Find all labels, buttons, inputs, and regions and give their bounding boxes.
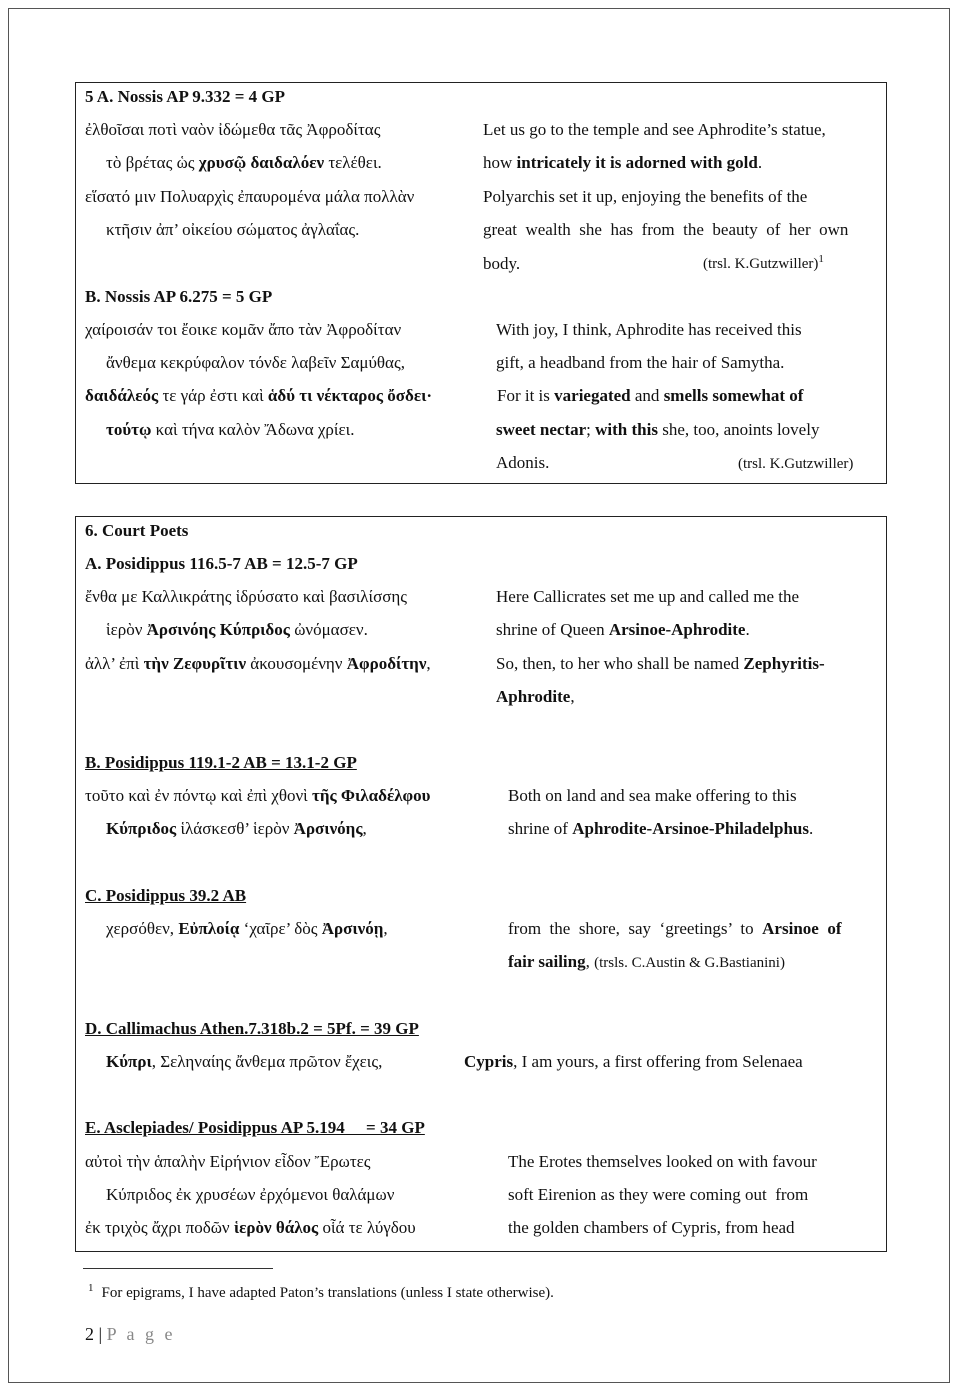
bold-text: variegated (554, 386, 631, 405)
page-number: 2 (85, 1324, 94, 1344)
text-run: shrine of Queen (496, 620, 609, 639)
footnote-text: For epigrams, I have adapted Paton’s translations (unless I state otherwise). (101, 1285, 554, 1301)
footnote-reference: 1 (818, 253, 824, 265)
greek-line (85, 1218, 416, 1238)
english-line (483, 120, 826, 140)
greek-line (85, 587, 407, 607)
bold-text: intricately it is adorned with gold (516, 153, 758, 172)
text-run: , (383, 919, 388, 938)
greek-line (106, 919, 388, 939)
greek-line (106, 1185, 394, 1205)
text-run: great wealth she has from the beauty of her own (483, 220, 849, 239)
greek-line (85, 786, 431, 806)
bold-text: Aphrodite (496, 687, 571, 706)
text-run: ἔνθα με Καλλικράτης ἱδρύσατο καὶ βασιλίσσης (85, 587, 408, 606)
greek-line (85, 120, 380, 140)
greek-line (85, 187, 414, 207)
english-line (508, 1152, 817, 1172)
page-footer (85, 1324, 175, 1345)
bold-text: Arsinoe of (762, 919, 842, 938)
english-line (483, 153, 762, 173)
page-label: P a g e (106, 1324, 176, 1344)
text-run: For it is (497, 386, 555, 405)
text-run: ‘χαῖρε’ δὸς (239, 919, 322, 938)
bold-text: χρυσῷ δαιδαλόεν (198, 153, 325, 172)
english-line (496, 620, 750, 640)
text-run: τε γάρ ἐστι καὶ (158, 386, 268, 405)
heading-nossis-a: 5 A. Nossis AP 9.332 = 4 GP (85, 87, 286, 106)
bold-text: ἁδύ τι νέκταρος ὄσδει· (267, 386, 433, 405)
greek-line (106, 353, 405, 373)
greek-line (85, 654, 431, 674)
heading-nossis-b: B. Nossis AP 6.275 = 5 GP (85, 287, 273, 306)
greek-line (106, 420, 354, 440)
text-run: κτῆσιν ἀπ’ οἰκείου σώματος ἀγλαΐας. (106, 220, 360, 239)
text-run: . (809, 819, 814, 838)
bold-text: sweet nectar (496, 420, 587, 439)
text-run: shrine of (508, 819, 573, 838)
bold-text: Ἀρσινόης Κύπριδος (146, 620, 290, 639)
greek-line (106, 620, 368, 640)
text-run: , Σεληναίης ἄνθεμα πρῶτον ἔχεις, (151, 1052, 383, 1071)
english-line-end: body. (483, 254, 521, 273)
translation-credit: (trsl. K.Gutzwiller) (738, 456, 854, 472)
english-line (496, 420, 819, 440)
text-run: , I am yours, a first offering from Selenaea (513, 1052, 803, 1071)
text-run: τὸ βρέτας ὡς (106, 153, 199, 172)
english-line (496, 587, 799, 607)
footnote (88, 1284, 554, 1302)
text-run: . (757, 153, 763, 172)
text-run: The Erotes themselves looked on with favour (508, 1152, 817, 1171)
english-line (508, 919, 876, 939)
text-run: χερσόθεν, (106, 919, 179, 938)
heading-posidippus-c: C. Posidippus 39.2 AB (85, 886, 247, 905)
english-line (497, 386, 803, 406)
bold-text: Κύπριδος (106, 819, 177, 838)
english-line (483, 220, 875, 240)
heading-callimachus-d: D. Callimachus Athen.7.318b.2 = 5Pf. = 39 GP (85, 1019, 419, 1038)
bold-text: fair sailing (508, 952, 586, 971)
bold-text: Cypris (464, 1052, 514, 1071)
english-line (508, 786, 797, 806)
text-run: ; (586, 420, 596, 439)
greek-line (85, 320, 401, 340)
english-line (496, 654, 825, 674)
bold-text: with this (595, 420, 658, 439)
bold-text: Εὐπλοίᾳ (178, 919, 240, 938)
text-run: how (483, 153, 517, 172)
text-run: αὐτοὶ τὴν ἁπαλὴν Εἰρήνιον εἶδον Ἔρωτες (85, 1152, 371, 1171)
credit-text: (trsl. K.Gutzwiller) (703, 256, 819, 272)
text-run: and (630, 386, 664, 405)
text-run: , (585, 952, 595, 971)
text-run: ἀλλ’ ἐπὶ (85, 654, 144, 673)
english-line (496, 687, 575, 707)
greek-line (106, 220, 359, 240)
text-run: Let us go to the temple and see Aphrodite’s statue, (483, 120, 826, 139)
text-run: , (426, 654, 431, 673)
bold-text: Zephyritis- (743, 654, 825, 673)
heading-asclepiades-e: E. Asclepiades/ Posidippus AP 5.194 = 34 GP (85, 1118, 425, 1137)
bold-text: smells somewhat of (663, 386, 804, 405)
text-run: soft Eirenion as they were coming out from (508, 1185, 809, 1204)
greek-line (85, 1152, 371, 1172)
footnote-number: 1 (88, 1282, 94, 1294)
greek-line (85, 386, 432, 406)
text-run: . (745, 620, 750, 639)
text-run: τελέθει. (324, 153, 382, 172)
bold-text: Arsinoe-Aphrodite (608, 620, 746, 639)
english-line (496, 320, 802, 340)
text-run: εἵσατό μιν Πολυαρχὶς ἐπαυρομένα μάλα πολλὰν (85, 187, 415, 206)
text-run: οἷά τε λύγδου (318, 1218, 416, 1237)
bold-text: Ἀρσινόης (293, 819, 363, 838)
bold-text: τὴν Ζεφυρῖτιν (143, 654, 247, 673)
text-run: ὠνόμασεν. (289, 620, 368, 639)
text-run: καὶ τήνα καλὸν Ἄδωνα χρίει. (151, 420, 355, 439)
heading-posidippus-b: B. Posidippus 119.1-2 AB = 13.1-2 GP (85, 753, 357, 772)
bold-text: Ἀφροδίτην (346, 654, 427, 673)
english-line (508, 1218, 795, 1238)
bold-text: τούτῳ (106, 420, 152, 439)
bold-text: ἱερὸν θάλος (233, 1218, 319, 1237)
text-run: ἐλθοῖσαι ποτὶ ναὸν ἰδώμεθα τᾶς Ἀφροδίτας (85, 120, 381, 139)
bold-text: Ἀρσινόῃ (321, 919, 384, 938)
text-run: Here Callicrates set me up and called me the (496, 587, 800, 606)
footnote-divider (83, 1268, 273, 1269)
text-run: ἄνθεμα κεκρύφαλον τόνδε λαβεῖν Σαμύθας, (106, 353, 405, 372)
text-run: τοῦτο καὶ ἐν πόντῳ καὶ ἐπὶ χθονὶ (85, 786, 312, 805)
translation-credit (703, 254, 824, 274)
text-run: χαίροισάν τοι ἔοικε κομᾶν ἄπο τὰν Ἀφροδίταν (85, 320, 402, 339)
text-run: So, then, to her who shall be named (496, 654, 744, 673)
text-run: Κύπριδος ἐκ χρυσέων ἐρχόμενοι θαλάμων (106, 1185, 395, 1204)
english-line (508, 1185, 808, 1205)
text-run: ἱερὸν (106, 620, 147, 639)
english-line (483, 187, 807, 207)
bold-text: δαιδάλεός (85, 386, 159, 405)
english-line (508, 952, 785, 973)
text-run: she, too, anoints lovely (657, 420, 820, 439)
greek-line (106, 1052, 382, 1072)
text-run: , (570, 687, 575, 706)
footer-separator: | (98, 1324, 103, 1344)
greek-line (106, 153, 382, 173)
text-run: gift, a headband from the hair of Samytha. (496, 353, 785, 372)
text-run: ἱλάσκεσθ’ ἱερὸν (176, 819, 294, 838)
heading-posidippus-a: A. Posidippus 116.5-7 AB = 12.5-7 GP (85, 554, 358, 573)
english-line-end: Adonis. (496, 453, 550, 472)
text-run: Polyarchis set it up, enjoying the benefits of the (483, 187, 808, 206)
text-run: ἐκ τριχὸς ἄχρι ποδῶν (85, 1218, 234, 1237)
english-line (464, 1052, 803, 1072)
text-run: from the shore, say ‘greetings’ to (508, 919, 763, 938)
text-run: With joy, I think, Aphrodite has received this (496, 320, 802, 339)
bold-text: Κύπρι (106, 1052, 152, 1071)
text-run: the golden chambers of Cypris, from head (508, 1218, 795, 1237)
bold-text: Aphrodite-Arsinoe-Philadelphus (572, 819, 809, 838)
text-run: Both on land and sea make offering to this (508, 786, 797, 805)
text-run: (trsls. C.Austin & G.Bastianini) (594, 955, 785, 971)
bold-text: τῆς Φιλαδέλφου (312, 786, 431, 805)
greek-line (106, 819, 367, 839)
text-run: ἀκουσομένην (246, 654, 347, 673)
english-line (496, 353, 784, 373)
english-line (508, 819, 813, 839)
text-run: , (362, 819, 367, 838)
heading-court-poets: 6. Court Poets (85, 521, 189, 540)
